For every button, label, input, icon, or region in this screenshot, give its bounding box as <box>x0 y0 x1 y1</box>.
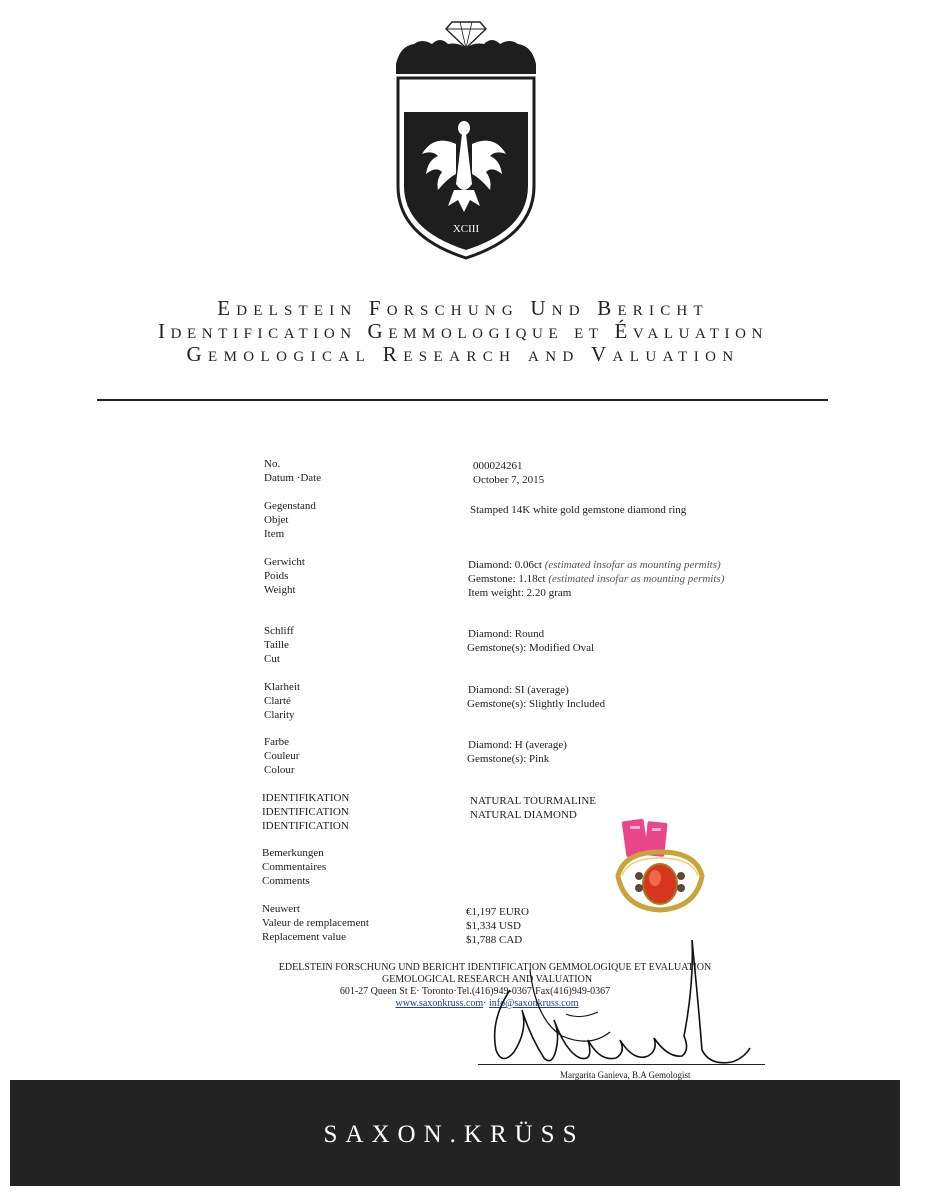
identification-value-2: NATURAL DIAMOND <box>470 809 577 821</box>
weight-diamond <box>468 558 721 572</box>
comments-label-de: Bemerkungen <box>262 847 324 859</box>
clarity-label-de: Klarheit <box>264 681 301 693</box>
weight-label-de: Gerwicht <box>264 556 305 568</box>
weight-diamond-value: Diamond: 0.06ct <box>468 559 542 571</box>
crest-logo <box>392 14 540 260</box>
clarity-label-en: Clarity <box>264 709 295 721</box>
report-date-label: Datum ·Date <box>264 472 322 484</box>
ring-icon <box>618 852 702 910</box>
colour-gemstone-value: Gemstone(s): Pink <box>467 753 550 765</box>
cut-label-en: Cut <box>264 653 280 665</box>
colour-label-en: Colour <box>264 764 295 776</box>
clarity-diamond-value: Diamond: SI (average) <box>468 684 569 696</box>
footer-line-1: EDELSTEIN FORSCHUNG UND BERICHT IDENTIFICATION GEMMOLOGIQUE ET EVALUATION <box>278 962 712 973</box>
valuation-label-fr: Valeur de remplacement <box>262 917 369 929</box>
valuation-label-en: Replacement value <box>262 931 346 943</box>
crest-numeral: XCIII <box>452 223 480 235</box>
cut-diamond-value: Diamond: Round <box>468 628 545 640</box>
title-french: Identification Gemmologique et Évaluation <box>157 319 769 343</box>
cut-label-fr: Taille <box>264 639 289 651</box>
signature-image <box>470 940 760 1090</box>
header-divider <box>97 399 828 401</box>
clarity-label-fr: Clarté <box>264 695 291 707</box>
footer-line-2: GEMOLOGICAL RESEARCH AND VALUATION <box>381 974 593 985</box>
footer-address: 601-27 Queen St E· Toronto·Tel.(416)949-0367·Fax(416)949-0367 <box>339 986 611 997</box>
cut-gemstone-value: Gemstone(s): Modified Oval <box>467 642 595 654</box>
weight-gemstone-note: (estimated insofar as mounting permits) <box>548 573 725 585</box>
email-link[interactable]: info@saxonkruss.com <box>489 998 579 1009</box>
identification-label-en: IDENTIFICATION <box>262 820 349 832</box>
ring-photo <box>610 818 710 918</box>
identification-label-de: IDENTIFIKATION <box>262 792 350 804</box>
item-weight-value: Item weight: 2.20 gram <box>468 587 572 599</box>
weight-gemstone <box>468 572 724 586</box>
report-number-value: 000024261 <box>473 460 523 472</box>
valuation-label-de: Neuwert <box>262 903 300 915</box>
title-german: Edelstein Forschung Und Bericht <box>217 296 709 320</box>
title-english: Gemological Research and Valuation <box>186 342 740 366</box>
identification-label-fr: IDENTIFICATION <box>262 806 349 818</box>
valuation-cad: $1,788 CAD <box>466 934 523 946</box>
colour-label-de: Farbe <box>264 736 290 748</box>
brand-name: SAXON.KRÜSS <box>323 1121 585 1148</box>
valuation-usd: $1,334 USD <box>466 920 522 932</box>
item-label-fr: Objet <box>264 514 289 526</box>
signatory-name: Margarita Ganieva, B.A Gemologist <box>560 1070 691 1080</box>
valuation-euro: €1,197 EURO <box>466 906 529 918</box>
report-date-value: October 7, 2015 <box>473 474 545 486</box>
item-value: Stamped 14K white gold gemstone diamond ring <box>470 504 687 516</box>
cut-label-de: Schliff <box>264 625 294 637</box>
weight-label-fr: Poids <box>264 570 289 582</box>
clarity-gemstone-value: Gemstone(s): Slightly Included <box>467 698 606 710</box>
colour-diamond-value: Diamond: H (average) <box>468 739 567 751</box>
signature-line <box>478 1064 765 1065</box>
comments-label-fr: Commentaires <box>262 861 327 873</box>
colour-label-fr: Couleur <box>264 750 300 762</box>
report-number-label: No. <box>264 458 281 470</box>
identification-value-1: NATURAL TOURMALINE <box>470 795 596 807</box>
weight-label-en: Weight <box>264 584 296 596</box>
weight-gemstone-value: Gemstone: 1.18ct <box>468 573 546 585</box>
comments-label-en: Comments <box>262 875 310 887</box>
website-link[interactable]: www.saxonkruss.com <box>395 998 484 1009</box>
links-separator: · <box>483 998 487 1009</box>
crown-ornament <box>396 40 536 74</box>
weight-diamond-note: (estimated insofar as mounting permits) <box>544 559 721 571</box>
item-label-de: Gegenstand <box>264 500 316 512</box>
item-label-en: Item <box>264 528 285 540</box>
